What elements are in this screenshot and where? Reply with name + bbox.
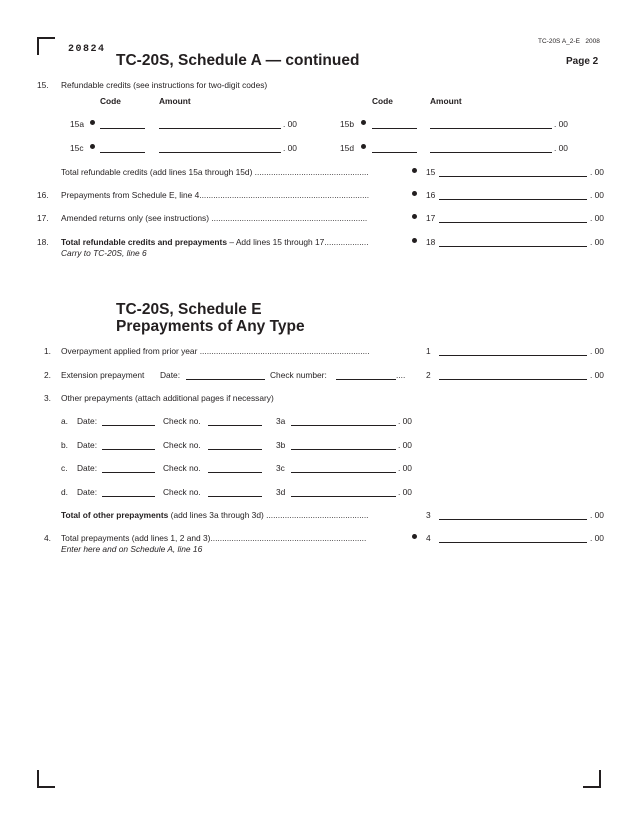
form-id: TC-20S A_2-E 2008 bbox=[538, 38, 600, 45]
code-header-right: Code bbox=[372, 96, 393, 106]
line-15d-label: 15d bbox=[340, 143, 354, 153]
line-15c-amount-field[interactable] bbox=[159, 152, 281, 153]
e-line-2-date-label: Date: bbox=[160, 370, 181, 380]
e-line-4-sub: Enter here and on Schedule A, line 16 bbox=[61, 544, 203, 554]
e-line-3-cents: . 00 bbox=[590, 510, 604, 520]
e-line-3a-check-field[interactable] bbox=[208, 425, 262, 426]
line-16-field[interactable] bbox=[439, 199, 587, 200]
line-15c-label: 15c bbox=[70, 143, 84, 153]
line-15d-code-field[interactable] bbox=[372, 152, 417, 153]
corner-mark-bottom-left bbox=[37, 770, 55, 788]
e-line-3-label: Other prepayments (attach additional pages if necessary) bbox=[61, 393, 274, 403]
line-15b-amount-field[interactable] bbox=[430, 128, 552, 129]
line-15d-cents: . 00 bbox=[554, 143, 568, 153]
code-header-left: Code bbox=[100, 96, 121, 106]
e-line-3a-cents: . 00 bbox=[398, 416, 412, 426]
corner-mark-top-left bbox=[37, 37, 55, 55]
e-line-3c-box: 3c bbox=[276, 463, 285, 473]
e-line-2-date-field[interactable] bbox=[186, 379, 265, 380]
line-18-sub: Carry to TC-20S, line 6 bbox=[61, 248, 147, 258]
line-15b-label: 15b bbox=[340, 119, 354, 129]
e-line-3a-letter: a. bbox=[61, 416, 68, 426]
e-line-3a-date-field[interactable] bbox=[102, 425, 155, 426]
e-line-1-cents: . 00 bbox=[590, 346, 604, 356]
e-line-2-cents: . 00 bbox=[590, 370, 604, 380]
bullet-icon bbox=[90, 144, 95, 149]
line-18-number: 18. bbox=[37, 237, 49, 247]
e-line-3d-amount-field[interactable] bbox=[291, 496, 396, 497]
e-line-3a-check-label: Check no. bbox=[163, 416, 201, 426]
line-17-number: 17. bbox=[37, 213, 49, 223]
e-line-3b-date-field[interactable] bbox=[102, 449, 155, 450]
e-line-3-total-label bbox=[61, 510, 406, 520]
line-16-cents: . 00 bbox=[590, 190, 604, 200]
e-line-3c-check-label: Check no. bbox=[163, 463, 201, 473]
line-15-box: 15 bbox=[426, 167, 436, 177]
corner-mark-bottom-right bbox=[583, 770, 601, 788]
e-line-4-cents: . 00 bbox=[590, 533, 604, 543]
e-line-1-label: Overpayment applied from prior year ......................................................................... bbox=[61, 346, 370, 356]
line-15-number: 15. bbox=[37, 80, 49, 90]
amount-header-left: Amount bbox=[159, 96, 191, 106]
e-line-3c-check-field[interactable] bbox=[208, 472, 262, 473]
line-15b-cents: . 00 bbox=[554, 119, 568, 129]
line-18-label bbox=[61, 237, 406, 247]
line-18-label-bold: Total refundable credits and prepayments bbox=[61, 237, 227, 247]
e-line-3a-box: 3a bbox=[276, 416, 286, 426]
e-line-3-total-field[interactable] bbox=[439, 519, 587, 520]
page-number: Page 2 bbox=[566, 56, 599, 67]
line-15-total-label: Total refundable credits (add lines 15a through 15d) ................................................. bbox=[61, 167, 369, 177]
bullet-icon bbox=[412, 534, 417, 539]
e-line-3d-box: 3d bbox=[276, 487, 286, 497]
e-line-3c-date-label: Date: bbox=[77, 463, 98, 473]
e-line-3b-cents: . 00 bbox=[398, 440, 412, 450]
e-line-3d-date-field[interactable] bbox=[102, 496, 155, 497]
line-17-box: 17 bbox=[426, 213, 436, 223]
line-15a-label: 15a bbox=[70, 119, 84, 129]
schedule-e-title: TC-20S, Schedule E bbox=[116, 301, 262, 318]
bullet-icon bbox=[412, 238, 417, 243]
e-line-1-box: 1 bbox=[426, 346, 431, 356]
e-line-3-total-bold: Total of other prepayments bbox=[61, 510, 169, 520]
e-line-3b-letter: b. bbox=[61, 440, 68, 450]
e-line-1-field[interactable] bbox=[439, 355, 587, 356]
bullet-icon bbox=[90, 120, 95, 125]
e-line-1-number: 1. bbox=[44, 346, 51, 356]
e-line-3-number: 3. bbox=[44, 393, 51, 403]
bullet-icon bbox=[361, 120, 366, 125]
bullet-icon bbox=[361, 144, 366, 149]
line-15a-cents: . 00 bbox=[283, 119, 297, 129]
e-line-4-number: 4. bbox=[44, 533, 51, 543]
e-line-3b-date-label: Date: bbox=[77, 440, 98, 450]
line-18-label-rest: – Add lines 15 through 17................... bbox=[227, 237, 369, 247]
e-line-3d-check-label: Check no. bbox=[163, 487, 201, 497]
line-15-total-field[interactable] bbox=[439, 176, 587, 177]
e-line-3c-letter: c. bbox=[61, 463, 68, 473]
e-line-3b-check-field[interactable] bbox=[208, 449, 262, 450]
e-line-3b-check-label: Check no. bbox=[163, 440, 201, 450]
e-line-3d-letter: d. bbox=[61, 487, 68, 497]
schedule-e-subtitle: Prepayments of Any Type bbox=[116, 318, 305, 335]
line-18-field[interactable] bbox=[439, 246, 587, 247]
e-line-2-field[interactable] bbox=[439, 379, 587, 380]
e-line-3d-check-field[interactable] bbox=[208, 496, 262, 497]
e-line-2-label: Extension prepayment bbox=[61, 370, 145, 380]
bullet-icon bbox=[412, 191, 417, 196]
e-line-3-box: 3 bbox=[426, 510, 431, 520]
e-line-3c-amount-field[interactable] bbox=[291, 472, 396, 473]
e-line-2-box: 2 bbox=[426, 370, 431, 380]
line-15b-code-field[interactable] bbox=[372, 128, 417, 129]
e-line-4-field[interactable] bbox=[439, 542, 587, 543]
e-line-2-check-label: Check number: bbox=[270, 370, 327, 380]
amount-header-right: Amount bbox=[430, 96, 462, 106]
line-15a-code-field[interactable] bbox=[100, 128, 145, 129]
line-15c-code-field[interactable] bbox=[100, 152, 145, 153]
e-line-2-number: 2. bbox=[44, 370, 51, 380]
line-17-cents: . 00 bbox=[590, 213, 604, 223]
form-code: 20824 bbox=[68, 44, 106, 55]
line-16-box: 16 bbox=[426, 190, 436, 200]
line-18-cents: . 00 bbox=[590, 237, 604, 247]
line-15c-cents: . 00 bbox=[283, 143, 297, 153]
line-15d-amount-field[interactable] bbox=[430, 152, 552, 153]
e-line-3-total-rest: (add lines 3a through 3d) ............................................ bbox=[168, 510, 369, 520]
e-line-3c-cents: . 00 bbox=[398, 463, 412, 473]
line-16-number: 16. bbox=[37, 190, 49, 200]
e-line-3b-box: 3b bbox=[276, 440, 286, 450]
bullet-icon bbox=[412, 214, 417, 219]
e-line-2-check-field[interactable] bbox=[336, 379, 396, 380]
e-line-3b-amount-field[interactable] bbox=[291, 449, 396, 450]
e-line-3c-date-field[interactable] bbox=[102, 472, 155, 473]
e-line-2-dots: .... bbox=[396, 370, 406, 380]
line-17-field[interactable] bbox=[439, 222, 587, 223]
e-line-4-box: 4 bbox=[426, 533, 431, 543]
e-line-3d-cents: . 00 bbox=[398, 487, 412, 497]
line-18-box: 18 bbox=[426, 237, 436, 247]
bullet-icon bbox=[412, 168, 417, 173]
e-line-3a-date-label: Date: bbox=[77, 416, 98, 426]
e-line-3a-amount-field[interactable] bbox=[291, 425, 396, 426]
e-line-3d-date-label: Date: bbox=[77, 487, 98, 497]
e-line-4-label: Total prepayments (add lines 1, 2 and 3)................................................................... bbox=[61, 533, 367, 543]
line-15-label: Refundable credits (see instructions for two-digit codes) bbox=[61, 80, 268, 90]
line-15a-amount-field[interactable] bbox=[159, 128, 281, 129]
page-title: TC-20S, Schedule A — continued bbox=[116, 52, 360, 69]
line-16-label: Prepayments from Schedule E, line 4......................................................................... bbox=[61, 190, 370, 200]
line-15-cents: . 00 bbox=[590, 167, 604, 177]
line-17-label: Amended returns only (see instructions) ................................................................... bbox=[61, 213, 368, 223]
